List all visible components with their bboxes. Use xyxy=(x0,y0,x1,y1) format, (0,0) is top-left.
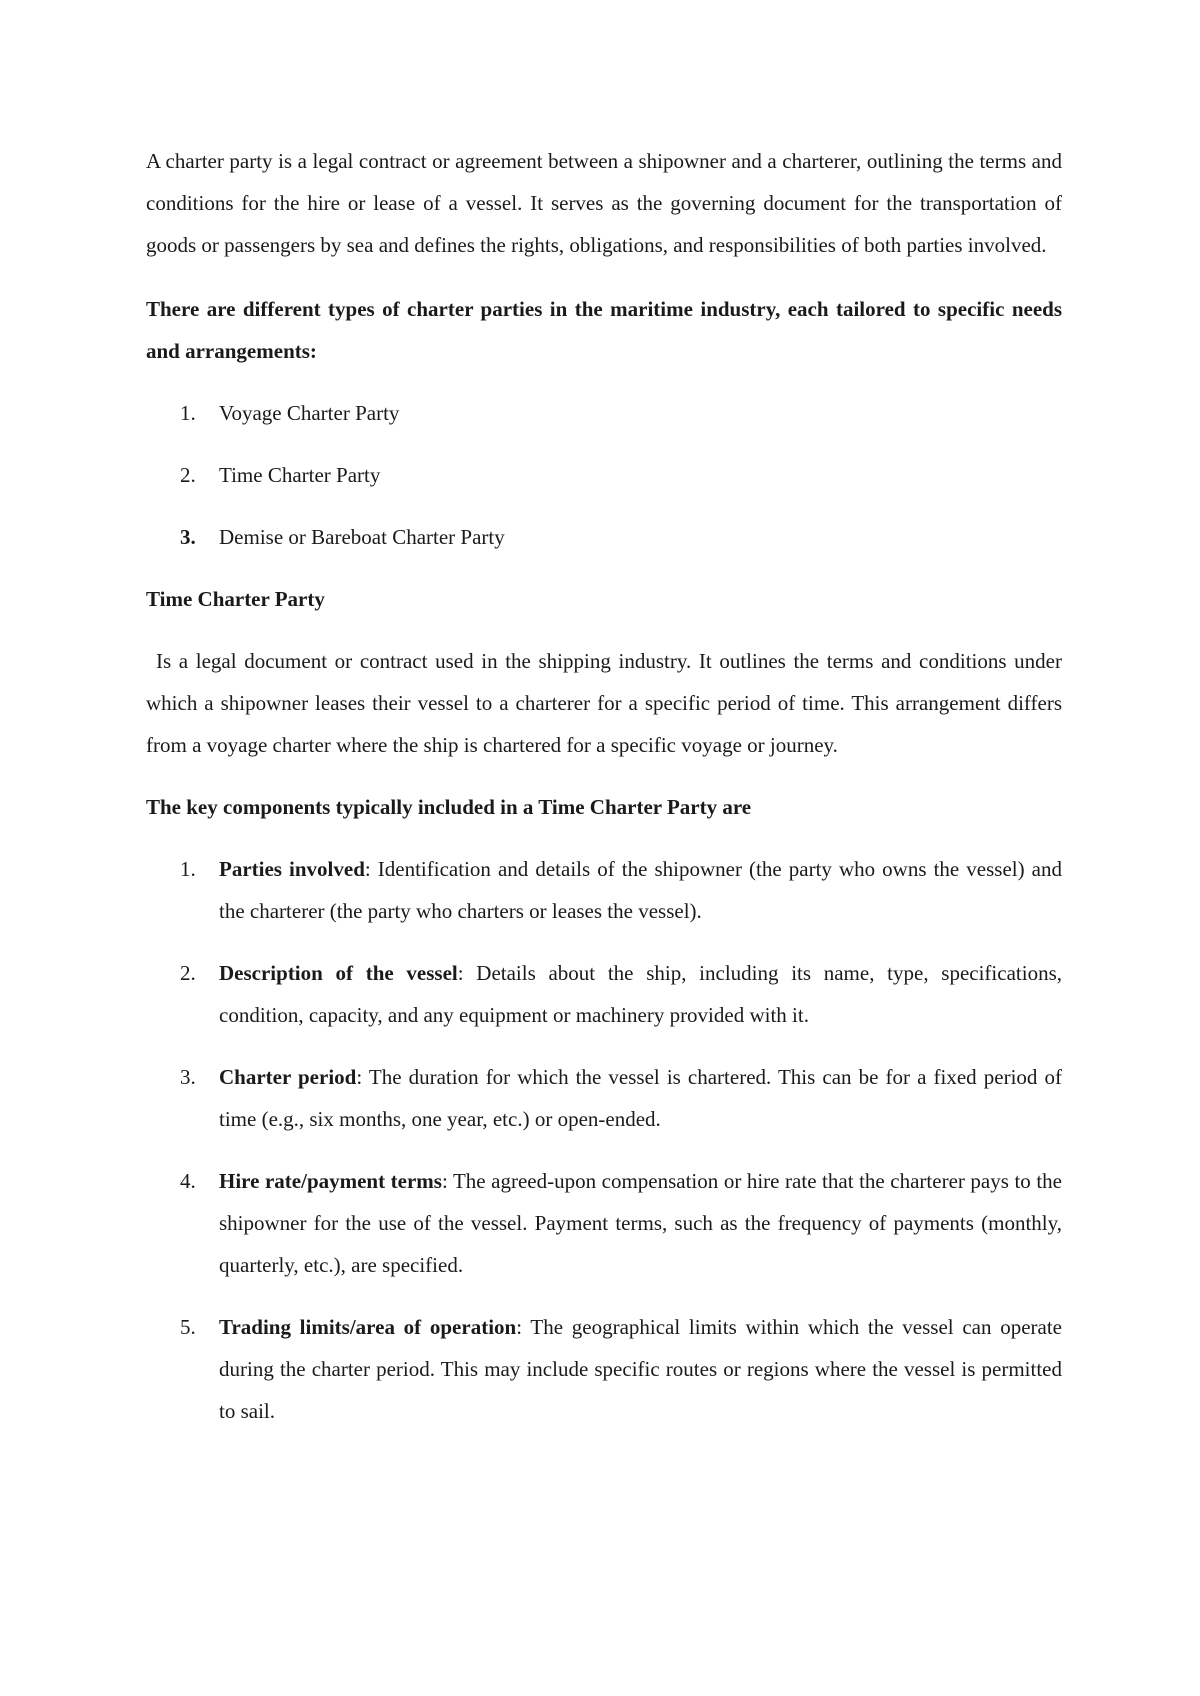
list-item-text xyxy=(219,1306,1062,1432)
types-heading: There are different types of charter parties in the maritime industry, each tailored to specific needs and arrangements: xyxy=(146,297,1062,363)
list-item-text xyxy=(219,1056,1062,1140)
component-description: : The agreed-upon compensation or hire rate that the charterer pays to the shipowner for the use of the vessel. Payment terms, such as the frequency of payments (monthly, quarterly, etc.), are specified. xyxy=(219,1169,1062,1277)
list-item xyxy=(146,392,1062,434)
tcp-paragraph: Is a legal document or contract used in the shipping industry. It outlines the terms and conditions under which a shipowner leases their vessel to a charterer for a specific period of time. This arrangement differs from a voyage charter where the ship is chartered for a specific voyage or journey. xyxy=(146,649,1062,757)
charter-types-list xyxy=(146,392,1062,558)
document-page xyxy=(146,140,1062,1452)
list-number: 5. xyxy=(180,1315,196,1339)
list-item xyxy=(146,848,1062,932)
list-item-text xyxy=(219,848,1062,932)
tcp-heading: Time Charter Party xyxy=(146,587,325,611)
component-description: : The geographical limits within which the vessel can operate during the charter period. This may include specific routes or regions where the vessel is permitted to sail. xyxy=(219,1315,1063,1423)
list-item xyxy=(146,1056,1062,1140)
list-number: 1. xyxy=(180,857,196,881)
list-item-text: Voyage Charter Party xyxy=(219,401,400,425)
list-number: 2. xyxy=(180,961,196,985)
component-description: : The duration for which the vessel is chartered. This can be for a fixed period of time (e.g., six months, one year, etc.) or open-ended. xyxy=(219,1065,1062,1131)
component-description: : Identification and details of the shipowner (the party who owns the vessel) and the charterer (the party who charters or leases the vessel). xyxy=(219,857,1062,923)
list-item-text: Time Charter Party xyxy=(219,463,381,487)
list-item xyxy=(146,1306,1062,1432)
list-number: 4. xyxy=(180,1169,196,1193)
components-heading: The key components typically included in a Time Charter Party are xyxy=(146,795,752,819)
component-term: Parties involved xyxy=(219,857,365,881)
component-term: Hire rate/payment terms xyxy=(219,1169,442,1193)
intro-paragraph: A charter party is a legal contract or agreement between a shipowner and a charterer, outlining the terms and conditions for the hire or lease of a vessel. It serves as the governing document for the transportation of goods or passengers by sea and defines the rights, obligations, and responsibilities of both parties involved. xyxy=(146,149,1062,257)
list-item-text: Demise or Bareboat Charter Party xyxy=(219,525,505,549)
list-item-text xyxy=(219,1160,1062,1286)
list-item xyxy=(146,952,1062,1036)
component-term: Trading limits/area of operation xyxy=(219,1315,517,1339)
list-number: 1. xyxy=(180,401,196,425)
list-number: 2. xyxy=(180,463,196,487)
component-term: Charter period xyxy=(219,1065,357,1089)
list-number: 3. xyxy=(180,525,196,549)
list-item xyxy=(146,516,1062,558)
list-item xyxy=(146,454,1062,496)
component-description: : Details about the ship, including its name, type, specifications, condition, capacity, and any equipment or machinery provided with it. xyxy=(219,961,1062,1027)
list-number: 3. xyxy=(180,1065,196,1089)
component-term: Description of the vessel xyxy=(219,961,458,985)
components-list xyxy=(146,848,1062,1432)
list-item xyxy=(146,1160,1062,1286)
list-item-text xyxy=(219,952,1062,1036)
